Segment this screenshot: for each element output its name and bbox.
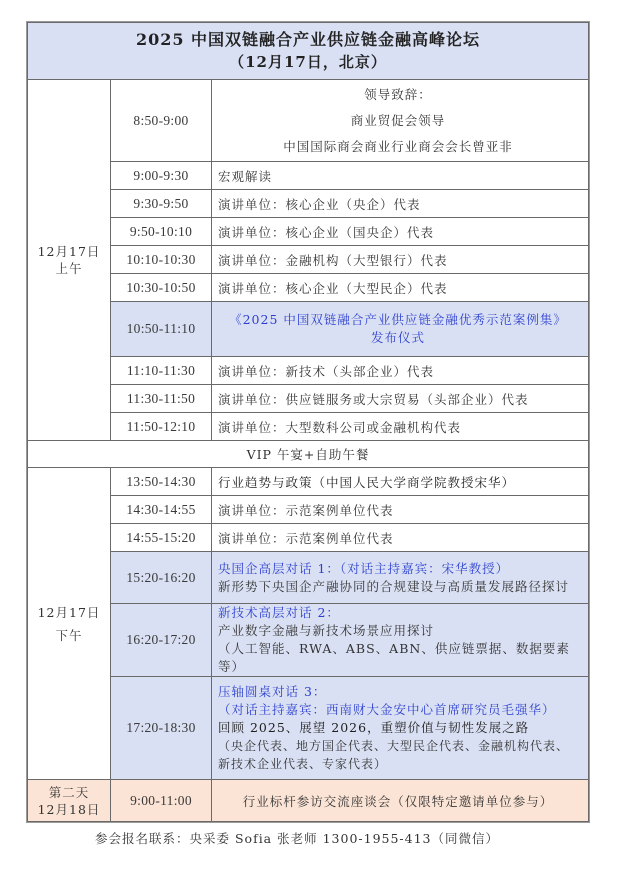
session-label-day2: [28, 780, 111, 822]
agenda-item: 行业趋势与政策（中国人民大学商学院教授宋华）: [212, 468, 589, 496]
time-cell: 9:50-10:10: [111, 218, 212, 246]
item-line: 《2025 中国双链融合产业供应链金融优秀示范案例集》: [229, 312, 567, 327]
time-cell: 9:00-9:30: [111, 162, 212, 190]
time-cell: 11:30-11:50: [111, 385, 212, 413]
agenda-item: 演讲单位：新技术（头部企业）代表: [212, 357, 589, 385]
registration-contact: 参会报名联系：央采委 Sofia 张老师 1300-1955-413（同微信）: [95, 831, 500, 846]
item-line: 新形势下央国企产融协同的合规建设与高质量发展路径探讨: [218, 578, 570, 594]
agenda-item: 演讲单位：金融机构（大型银行）代表: [212, 246, 589, 274]
agenda-item: 行业标杆参访交流座谈会（仅限特定邀请单位参与）: [212, 780, 589, 822]
agenda-table: [27, 22, 589, 822]
agenda-item: 演讲单位：核心企业（国央企）代表: [212, 218, 589, 246]
time-cell: 17:20-18:30: [111, 677, 212, 780]
time-cell: 14:30-14:55: [111, 496, 212, 524]
item-line: （人工智能、RWA、ABS、ABN、供应链票据、数据要素等）: [218, 641, 570, 674]
case-collection-launch: [212, 302, 589, 357]
agenda-item: 演讲单位：核心企业（央企）代表: [212, 190, 589, 218]
session-label-afternoon: [28, 468, 111, 780]
dialogue-1: [212, 552, 589, 604]
table-row: [28, 524, 589, 552]
table-row: [28, 218, 589, 246]
time-cell: 10:30-10:50: [111, 274, 212, 302]
time-cell: 13:50-14:30: [111, 468, 212, 496]
table-row: [28, 496, 589, 524]
table-row: [28, 385, 589, 413]
dialogue-title: 央国企高层对话 1：（对话主持嘉宾：宋华教授）: [218, 560, 510, 576]
dialogue-3: [212, 677, 589, 780]
item-line: 中国国际商会商业行业商会会长曾亚非: [283, 138, 513, 154]
time-cell: 11:50-12:10: [111, 413, 212, 441]
table-row-highlight: [28, 677, 589, 780]
session-date: 12月17日: [37, 604, 101, 620]
item-line: 新技术企业代表、专家代表）: [218, 757, 388, 771]
time-cell: 10:10-10:30: [111, 246, 212, 274]
dialogue-host: （对话主持嘉宾：西南财大金安中心首席研究员毛强华）: [218, 702, 556, 717]
session-date: 12月17日: [37, 244, 101, 259]
time-cell: 9:00-11:00: [111, 780, 212, 822]
dialogue-title: 压轴圆桌对话 3：: [218, 684, 327, 699]
time-cell: 11:10-11:30: [111, 357, 212, 385]
table-row: [28, 413, 589, 441]
agenda-item: 演讲单位：大型数科公司或金融机构代表: [212, 413, 589, 441]
session-period: 上午: [55, 261, 83, 276]
table-row-highlight: [28, 552, 589, 604]
dialogue-title: 新技术高层对话 2：: [218, 605, 340, 620]
agenda-item: [212, 80, 589, 162]
table-row: [28, 468, 589, 496]
table-row-highlight: [28, 302, 589, 357]
session-date: 12月18日: [37, 801, 101, 817]
forum-date-location: （12月17日，北京）: [229, 53, 387, 71]
table-row: [28, 246, 589, 274]
time-cell: 9:30-9:50: [111, 190, 212, 218]
time-cell: 16:20-17:20: [111, 604, 212, 677]
item-line: 发布仪式: [370, 330, 425, 345]
session-day: 第二天: [48, 784, 90, 800]
time-cell: 14:55-15:20: [111, 524, 212, 552]
item-line: （央企代表、地方国企代表、大型民企代表、金融机构代表、: [218, 739, 570, 753]
time-cell: 8:50-9:00: [111, 80, 212, 162]
agenda-item: 演讲单位：示范案例单位代表: [212, 496, 589, 524]
agenda-item: 演讲单位：供应链服务或大宗贸易（头部企业）代表: [212, 385, 589, 413]
time-cell: 15:20-16:20: [111, 552, 212, 604]
table-row-highlight: [28, 604, 589, 677]
agenda-item: 宏观解读: [212, 162, 589, 190]
session-period: 下午: [55, 627, 83, 643]
table-row: [28, 357, 589, 385]
agenda-item: 演讲单位：示范案例单位代表: [212, 524, 589, 552]
lunch-row: [28, 441, 589, 468]
item-line: 商业贸促会领导: [350, 112, 446, 128]
dialogue-2: [212, 604, 589, 677]
table-row: [28, 190, 589, 218]
table-row: [28, 162, 589, 190]
lunch-label: VIP 午宴+自助午餐: [28, 441, 589, 468]
item-line: 领导致辞：: [364, 86, 432, 102]
dialogue-theme: 回顾 2025、展望 2026，重塑价值与韧性发展之路: [218, 720, 530, 735]
forum-title: 2025 中国双链融合产业供应链金融高峰论坛: [135, 30, 481, 49]
table-row: [28, 274, 589, 302]
agenda-item: 演讲单位：核心企业（大型民企）代表: [212, 274, 589, 302]
agenda-header: [28, 23, 589, 80]
item-line: 产业数字金融与新技术场景应用探讨: [218, 623, 435, 638]
table-row: [28, 80, 589, 162]
time-cell: 10:50-11:10: [111, 302, 212, 357]
agenda-header-row: [28, 23, 589, 80]
day2-row: [28, 780, 589, 822]
session-label-morning: [28, 80, 111, 441]
